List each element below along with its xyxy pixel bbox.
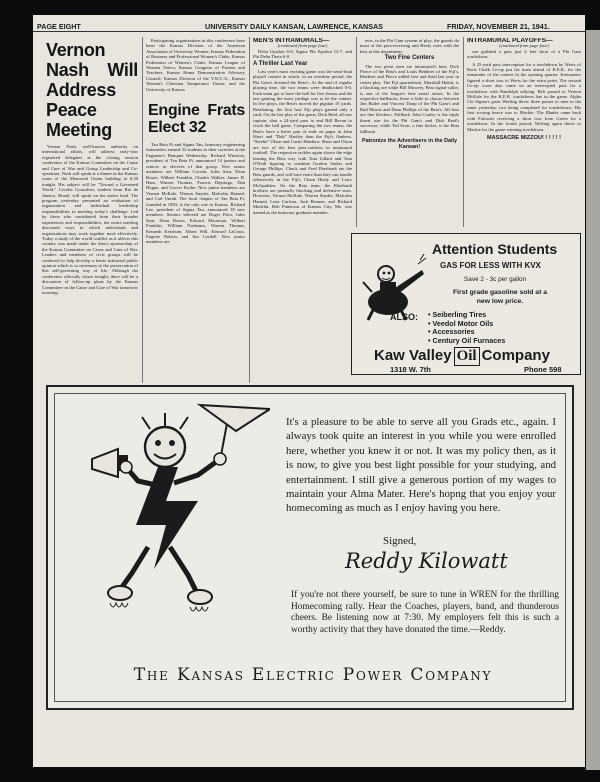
newspaper-page <box>33 15 585 767</box>
signed-label: Signed, <box>383 535 417 547</box>
kansas-electric-power-ad <box>46 385 574 710</box>
kaw-valley-phone: Phone 598 <box>524 365 562 374</box>
thriller-subhead: A Thriller Last Year <box>253 60 308 67</box>
mens-intramurals-lead: Delta Upsilon 6-0, Sigma Phi Epsilon 12-7, and Phi Delta Theta 6-0. <box>253 48 352 60</box>
mens-intramurals-column <box>253 38 352 383</box>
also-item: • Century Oil Furnaces <box>428 335 506 345</box>
reddy-signature: Reddy Kilowatt <box>345 549 508 573</box>
scan-edge-strip <box>586 30 600 770</box>
also-label: ALSO: <box>390 312 418 322</box>
participating-orgs-text: Participating organizations in this conference have been the Kansas Division of the American Association of University Women; Kansas Federation of Business and Professional Women's Clubs; Kansas Federation of Women's Clubs; Kansas League of Women Voters; Kansas Congress of Parents and Teachers; Kansas Home Demonstration Advisory Council; Kansas Division of the Y.W.C.A.; Kansas Women's Christian Temperance Union; and the University of Kansas. <box>146 38 245 92</box>
gas-for-less: GAS FOR LESS WITH KVX <box>440 261 541 270</box>
masthead <box>33 20 585 32</box>
mens-intramurals-heading: MEN'S INTRAMURALS— <box>253 38 330 44</box>
also-item: • Seiberling Tires <box>428 310 487 319</box>
reddy-message: It's a pleasure to be able to serve all you Grads etc., again. I always took quite an interest in you while you were enrolled here, whether you knew it or not. It was my policy then, as it is now, to give you best light possible for your studying, and entertainment. I still give a generous portion of my wages to maintain your Alma Mater. Here's hopng that you enjoy your homecoming as much as I enjoy having you here. <box>286 416 556 515</box>
playoffs-continued: (continued from page four) <box>499 43 549 49</box>
first-grade-gasoline: First grade gasoline sold at a new low price. <box>452 289 548 305</box>
two-centers-body: The two pivot men are intramural's best, Dick Pierce of the Beta's and Louis Beiderer of the Fiji's. Beiderer and Pierce added first and third last year in center play. The Fiji quarterback, Marshall Hulett, is a blocking ace while Bill Mowery, Beta signal-caller, is one of the league's best aerial artists. In the respective halfbacks, there is little to choose between Jim Butler and Vincent Tharp of the Phi Gam's and Bud Morris and Dean Phillips of the Beta's. All four are fine blockers. Fullback John Conley is the triple threat star for the Phi Gam's and Dick Reid's successor, while Ted Scott, a fine kicker, is the Beta fullback. <box>360 63 459 134</box>
vernon-nash-body: Vernon Nash, well-known authority on international affairs, will address sixty-four registered delegates at the closing session conference of the Kansas Committee on the Cause and Cure of War and Group Leadership and Co-operation. Nash will speak at a dinner in the Kansas room of the Memorial Union building at 6:30 tonight. His subject will be "Toward a Governed World." Cecelia Gonsalves, student from Rio de Janeiro, Brazil, will speak on her native land. The program yesterday presented an evaluation of organization and individual leadership responsibilities in meeting today's challenge. Led by those who contributed from their broader experiences and responsibilities, the entire meeting discussed ways in which individuals and organizations may work together most effectively. Today a study of the world conflict as it affects this country was made under the direct sponsorship of the Kansas Committee on Cause and Cure of War. Leaders and members of civic groups will be conferred to help develop a better informed public opinion which is so necessary to the preservation of this self-governing way of life. Although the conference officially closes tonight, there will be a discussion of follow-up plans by the Kansas Committee on the Cause and Cure of War tomorrow morning. <box>42 144 138 295</box>
kaw-valley-oil-ad <box>351 233 581 375</box>
save-per-gallon: Save 2 - 3c per gallon <box>464 276 527 283</box>
attention-title: Attention Students <box>432 241 558 257</box>
kansas-electric-company-name: The Kansas Electric Power Company <box>133 665 493 685</box>
also-item: • Veedol Motor Oils <box>428 318 494 328</box>
page-number: PAGE EIGHT <box>37 22 81 31</box>
patronize-note: Patronize the Advertisers in the Daily Kansan! <box>361 137 458 151</box>
vernon-nash-article <box>42 38 138 383</box>
two-centers-lead: ever, in the Phi Gam system of play, the guards do most of the pass-receiving and Healy rates with the best in this department. <box>360 38 459 54</box>
also-item: • Accessories <box>428 327 475 337</box>
issue-date: FRIDAY, NOVEMBER 21, 1941. <box>447 22 550 31</box>
paper-name: UNIVERSITY DAILY KANSAN, LAWRENCE, KANSAS <box>205 22 383 31</box>
engine-frats-body: Tau Beta Pi and Sigma Tau, honorary engineering fraternities, named 32 students to their societies at the Engineer's Banquet Wednesday. Richard Winslow, president of Tau Beta Pi, announced 14 juniors and seniors as electees of that group. New senior members are William Corwin, Jules Saut, Dean Rosen, Wilbert Franklin, Charles Walker, James H. Ham, Warren Thomas, Francis Depringo, Dan Hogue, and Grover Kotler. New junior members are Vernon McKale, Warren Snyder, Malcolm Harned, and Carl Unruh. The local chapter of Tau Beta Pi, founded in 1903, is the only one in Kansas. Richard Lee, president of Sigma Tau, announced 18 new members. Seniors selected are Roger Prior, Jules Saut, Dean Rosen, Edward Moorman, Wilbert Franklin, William Nusbaum, Warren Thomas, Kenneth Ketchum, Albert Will, Edward LaCroix, Eugene Nelson, and Jim Cordell. New junior members are <box>146 142 245 245</box>
mens-intramurals-continued: (continued from page four) <box>277 43 328 49</box>
massacre-line: MASSACRE MIZZOU! ! ! ! ! ! <box>487 134 561 141</box>
engine-frats-column <box>146 38 245 383</box>
wren-broadcast-note: If you're not there yourself, be sure to tune in WREN for the thrilling Homecoming rally. Hear the Coaches, players, band, and thunderous cheers. Be listening now at 7:30. My employers felt this is such a worthy activity that they have donated the time.—Reddy. <box>291 590 559 635</box>
reddy-kilowatt-illustration <box>70 397 270 647</box>
kaw-valley-company-name: Kaw Valley Oil Company <box>374 347 550 364</box>
mens-intramurals-body: Last year's most exciting game was the semi-final playoff contest in which, in an overtime period, the Phi Gam's downed the Beta's. At the end of regular playing time, the two teams were deadlocked 0-0. Each team got to have the ball for five downs and the one gaining the most yardage was to be the winner. In five plays, the Beta's moved the pigskin 15 yards. Retaliating, the first four Fiji plays gained only a yard. On the last play of the game, Dick Reid, all-star captain, shot a 24-yard pass to end Bill Bevan to cinch the ball game. Comparing the two teams, the Beta's have a better pair of ends on paper in John Short and "Dub" Hartley than the Fiji's flankers, "Steelie" Olson and Curtis Hinshaw. Short and Olson are two of the best pass-catchers in intramural football. The respective tackles again shows the edge leaning the Beta way with Tom Lillard and Tom O'Neill figuring to outshine Gordon Stuker and George Phillips. Chuck and Fred Eberhardt are the Beta guards, and will have more than they can handle offensively in the Fiji's Chain Healy and Larry McSpadden. On the Beta team, the Eberhardt brothers are primarily blocking and defensive stars. However, Vernon McKale, Warren Snyder, Malcolm Harned, Leon Carlson, Jack Beamer, and Richard Macklin. Bob Patterson of Kansas City, Mo. was named as the honorary graduate member. <box>253 69 352 215</box>
engine-frats-headline: Engine Frats Elect 32 <box>148 102 245 137</box>
playoffs-body: A 25-yard pass interception for a touchdown by Werts of Rock Chalk Co-op put his team ahead of K.E.K. for the remainder of the contest in the opening quarter. Kretzmeier figured a short toss to Werts for the extra point. The second Co-op score also came on an intercepted pass for a touchdown with Randolph tallying. Belt passed to Vernon McKale for the K.E.K. touchdown late in the game. Alpha Chi Sigma's great Werling threw three passes to men in the same yesterday, two being completed for touchdowns. His first scoring heave was to Mackie. The Blanks came back with Falconer receiving a short toss from Green for a touchdown. In the fourth period, Werling again threw to Mackie for the game-winning touchdown. <box>467 61 581 132</box>
also-list <box>428 311 505 345</box>
playoffs-lead: son grabbed a pass just 2 feet short of a Phi Gam touchdown. <box>467 48 581 60</box>
two-centers-subhead: Two Fine Centers <box>384 55 435 62</box>
intramural-playoffs-column <box>467 38 581 228</box>
kaw-valley-address: 1318 W. 7th <box>390 365 431 374</box>
playoffs-heading: INTRAMURAL PLAYOFFS— <box>467 38 553 44</box>
two-centers-column <box>360 38 459 228</box>
vernon-nash-headline: Vernon Nash Will Address Peace Meeting <box>46 40 138 140</box>
